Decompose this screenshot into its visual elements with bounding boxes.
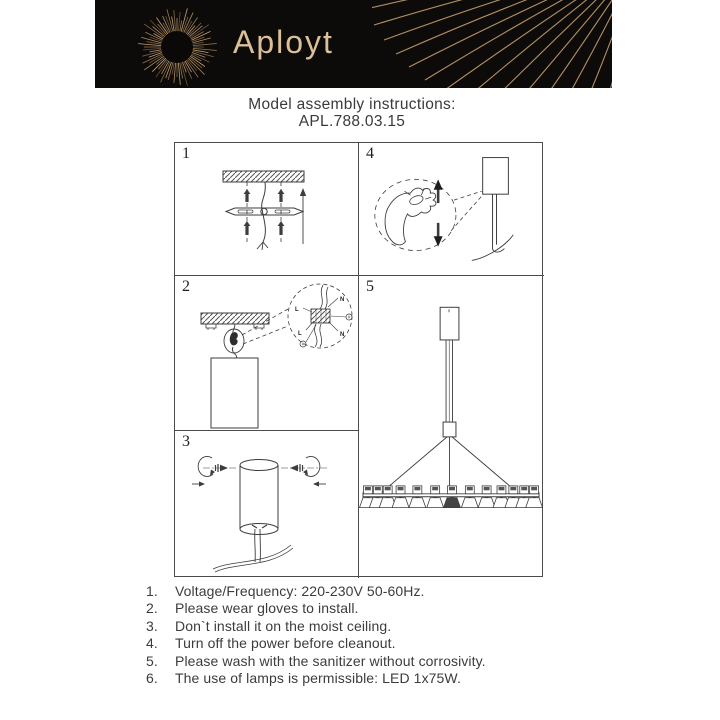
ceiling-hatch (223, 171, 304, 182)
assembly-step-3 (175, 431, 359, 578)
ceiling-bracket-diagram (175, 143, 359, 276)
cables (213, 525, 293, 572)
power-wire (257, 182, 268, 250)
wire-label-n-top: N (340, 297, 345, 303)
model-number: APL.788.03.15 (298, 113, 406, 130)
note-item: 3. Don`t install it on the moist ceiling. (146, 617, 392, 634)
canopy-with-cables (472, 158, 514, 261)
ceiling-hatch (201, 313, 269, 324)
brand-header (95, 0, 612, 88)
canopy-body (211, 358, 258, 428)
note-item: 4. Turn off the power before cleanout. (146, 635, 396, 652)
hand-adjusting (385, 188, 436, 245)
decorative-rays (372, 0, 612, 88)
rotate-arrows-icon (192, 456, 326, 486)
step-number: 3 (182, 433, 190, 450)
starburst-logo-icon (134, 5, 220, 88)
note-item: 2. Please wear gloves to install. (146, 600, 359, 617)
title-block (92, 96, 612, 130)
assembly-steps-grid (174, 142, 543, 577)
assembled-fixture-diagram (359, 276, 544, 578)
terminal-detail-circle (288, 284, 352, 348)
instructions-title: Model assembly instructions: (248, 96, 456, 113)
step-number: 5 (366, 278, 374, 295)
wire-connector (224, 324, 244, 358)
wire-label-n-bottom: N (340, 332, 345, 338)
cable-adjust-diagram (359, 143, 544, 276)
suspension-rod (443, 340, 456, 437)
canopy-screws-diagram (175, 431, 359, 578)
assembly-step-2 (175, 276, 359, 431)
assembly-step-5 (359, 276, 544, 578)
zoom-circle (375, 179, 456, 250)
note-item: 1. Voltage/Frequency: 220-230V 50-60Hz. (146, 583, 425, 599)
step-number: 4 (366, 145, 374, 162)
note-item: 6. The use of lamps is permissible: LED 1x75W. (146, 670, 461, 687)
brand-name: Aployt (233, 24, 334, 60)
wiring-diagram (175, 276, 359, 431)
note-item: 5. Please wash with the sanitizer without corrosivity. (146, 652, 486, 669)
assembly-step-4 (359, 143, 544, 276)
assembly-step-1 (175, 143, 359, 276)
wire-label-l-bottom: L (298, 331, 302, 337)
adjust-arrows-icon (434, 179, 443, 246)
wire-label-l-top: L (295, 307, 299, 313)
canopy (440, 307, 459, 340)
canopy-cylinder (240, 460, 278, 535)
step-number: 1 (182, 145, 190, 162)
mounting-bracket (226, 208, 303, 215)
spreader-lines (381, 437, 519, 493)
direction-up-arrow (300, 188, 306, 244)
step-number: 2 (182, 278, 190, 295)
safety-notes-list (146, 583, 566, 687)
